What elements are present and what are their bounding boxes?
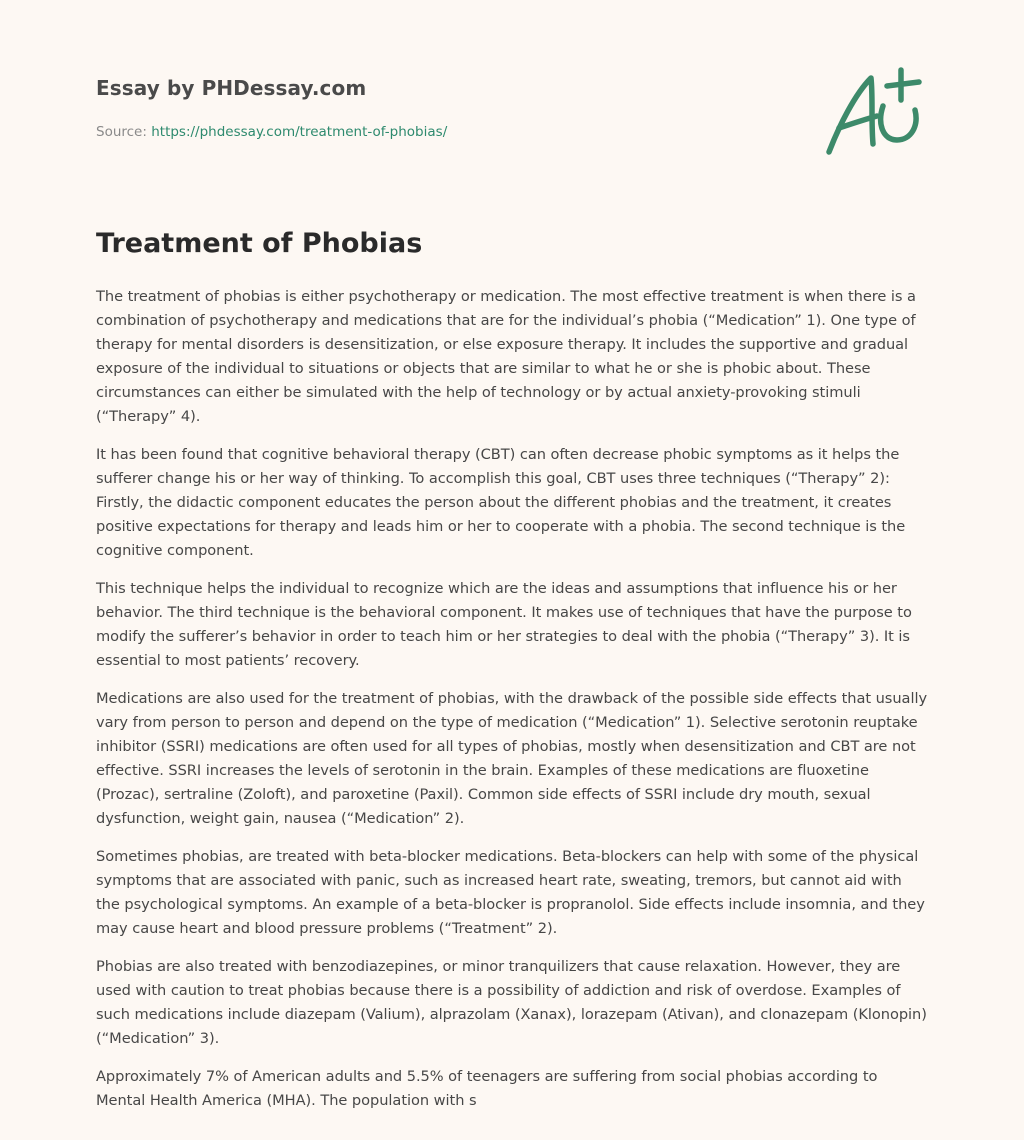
essay-paragraph: Approximately 7% of American adults and 5.5% of teenagers are suffering from social phobias according to Mental Health America (MHA). The population with s bbox=[96, 1068, 878, 1109]
source-label: Source: bbox=[96, 124, 152, 140]
source-link[interactable]: https://phdessay.com/treatment-of-phobias/ bbox=[151, 124, 448, 140]
site-title: Essay by PHDessay.com bbox=[96, 76, 367, 100]
page-header bbox=[96, 74, 928, 174]
source-line bbox=[96, 124, 447, 140]
essay-content bbox=[96, 226, 928, 1127]
essay-paragraph: It has been found that cognitive behavioral therapy (CBT) can often decrease phobic symptoms as it helps the sufferer change his or her way of thinking. To accomplish this goal, CBT uses three techniques (“Therapy” 2): Firstly, the didactic component educates the person about the different phobias and the treatment, it creates positive expectations for therapy and leads him or her to cooperate with a phobia. The second technique is the cognitive component. bbox=[96, 446, 906, 559]
essay-paragraph: Phobias are also treated with benzodiazepines, or minor tranquilizers that cause relaxation. However, they are used with caution to treat phobias because there is a possibility of addiction and risk of overdose. Examples of such medications include diazepam (Valium), alprazolam (Xanax), lorazepam (Ativan), and clonazepam (Klonopin) (“Medication” 3). bbox=[96, 958, 927, 1047]
a-plus-logo-icon bbox=[821, 66, 931, 166]
essay-paragraph: This technique helps the individual to recognize which are the ideas and assumptions that influence his or her behavior. The third technique is the behavioral component. It makes use of techniques that have the purpose to modify the sufferer’s behavior in order to teach him or her strategies to deal with the phobia (“Therapy” 3). It is essential to most patients’ recovery. bbox=[96, 580, 912, 669]
essay-paragraph: Sometimes phobias, are treated with beta-blocker medications. Beta-blockers can help with some of the physical symptoms that are associated with panic, such as increased heart rate, sweating, tremors, but cannot aid with the psychological symptoms. An example of a beta-blocker is propranolol. Side effects include insomnia, and they may cause heart and blood pressure problems (“Treatment” 2). bbox=[96, 848, 925, 937]
essay-title: Treatment of Phobias bbox=[96, 228, 423, 259]
essay-paragraph: The treatment of phobias is either psychotherapy or medication. The most effective treatment is when there is a combination of psychotherapy and medications that are for the individual’s phobia (“Medication” 1). One type of therapy for mental disorders is desensitization, or else exposure therapy. It includes the supportive and gradual exposure of the individual to situations or objects that are similar to what he or she is phobic about. These circumstances can either be simulated with the help of technology or by actual anxiety-provoking stimuli (“Therapy” 4). bbox=[96, 288, 916, 425]
essay-paragraph: Medications are also used for the treatment of phobias, with the drawback of the possible side effects that usually vary from person to person and depend on the type of medication (“Medication” 1). Selective serotonin reuptake inhibitor (SSRI) medications are often used for all types of phobias, mostly when desensitization and CBT are not effective. SSRI increases the levels of serotonin in the brain. Examples of these medications are fluoxetine (Prozac), sertraline (Zoloft), and paroxetine (Paxil). Common side effects of SSRI include dry mouth, sexual dysfunction, weight gain, nausea (“Medication” 2). bbox=[96, 690, 928, 827]
